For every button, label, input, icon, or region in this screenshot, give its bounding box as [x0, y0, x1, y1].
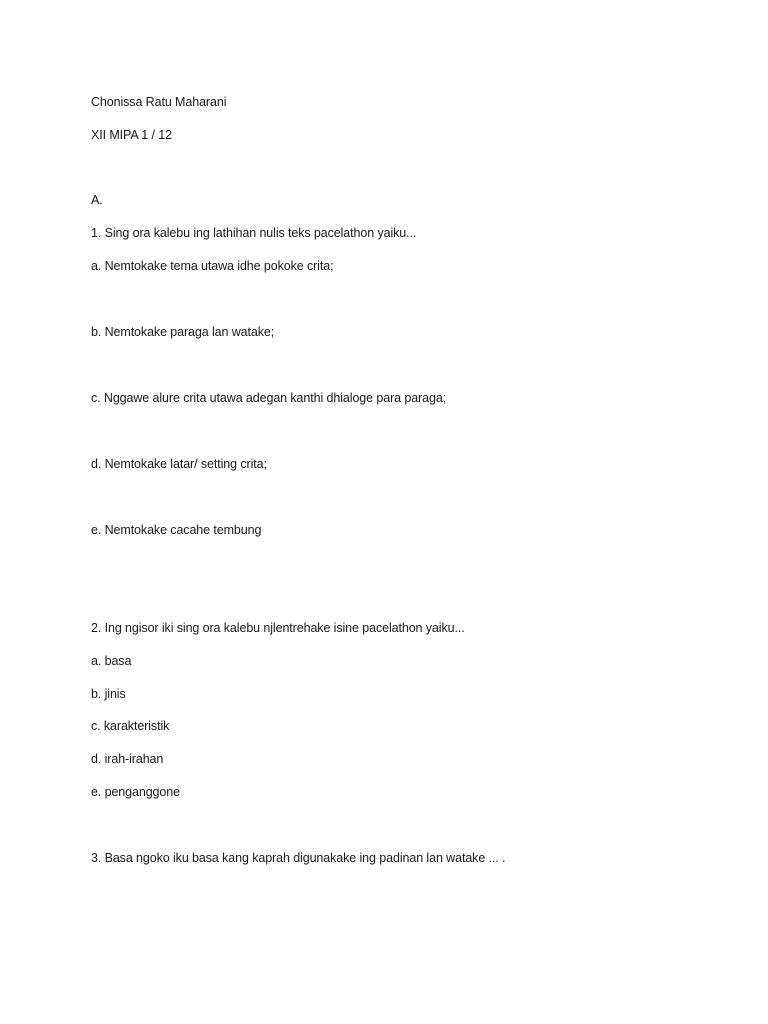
section-label: A. [91, 193, 103, 207]
question-2-option-b: b. jinis [91, 687, 126, 701]
student-class: XII MIPA 1 / 12 [91, 128, 172, 142]
question-2-option-d: d. irah-irahan [91, 752, 164, 766]
question-1-option-d: d. Nemtokake latar/ setting crita; [91, 457, 267, 471]
question-2-option-c: c. karakteristik [91, 719, 170, 733]
question-1-option-e: e. Nemtokake cacahe tembung [91, 523, 262, 537]
question-1-option-a: a. Nemtokake tema utawa idhe pokoke crita; [91, 259, 334, 273]
question-2-option-a: a. basa [91, 654, 132, 668]
question-2-option-e: e. penganggone [91, 785, 180, 799]
question-3: 3. Basa ngoko iku basa kang kaprah digunakake ing padinan lan watake ... . [91, 851, 506, 865]
question-2: 2. Ing ngisor iki sing ora kalebu njlentrehake isine pacelathon yaiku... [91, 621, 465, 635]
question-1: 1. Sing ora kalebu ing lathihan nulis teks pacelathon yaiku... [91, 226, 417, 240]
question-1-option-c: c. Nggawe alure crita utawa adegan kanthi dhialoge para paraga; [91, 391, 447, 405]
question-1-option-b: b. Nemtokake paraga lan watake; [91, 325, 275, 339]
student-name: Chonissa Ratu Maharani [91, 95, 227, 109]
